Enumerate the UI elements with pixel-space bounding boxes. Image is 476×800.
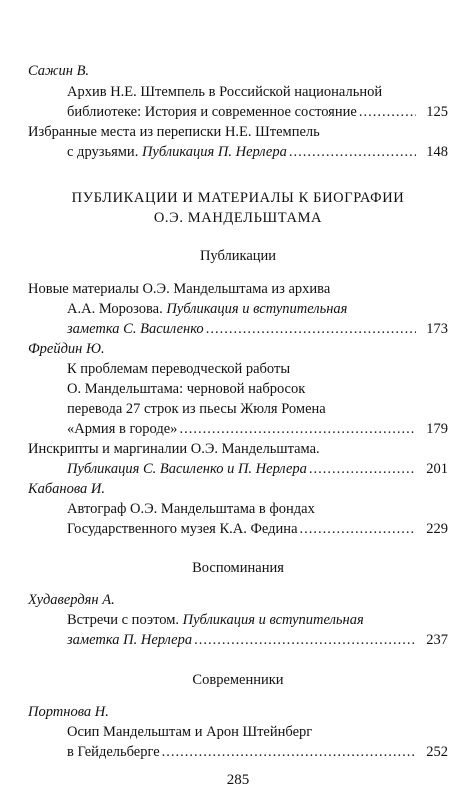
entry-title-line: Новые материалы О.Э. Мандельштама из архива — [28, 281, 331, 297]
author-name: Фрейдин Ю. — [28, 341, 105, 357]
page-number: 229 — [426, 521, 448, 537]
author-name: Кабанова И. — [28, 481, 106, 497]
dot-leader — [309, 461, 416, 478]
toc-entry-leader[interactable] — [67, 521, 448, 538]
page-number: 173 — [426, 321, 448, 337]
dot-leader — [289, 144, 416, 161]
toc-entry-leader[interactable] — [67, 744, 448, 761]
entry-title-line: Архив Н.Е. Штемпель в Российской национальной — [67, 84, 383, 100]
entry-title-line: Осип Мандельштам и Арон Штейнберг — [67, 724, 313, 740]
author-name: Портнова Н. — [28, 704, 109, 720]
publication-note: Публикация и вступительная — [182, 612, 364, 628]
publication-note: Публикация и вступительная — [166, 301, 348, 317]
entry-title-line — [67, 632, 192, 649]
entry-title-line: с друзьями. Публикация П. Нерлера — [67, 144, 287, 160]
entry-title-line: О. Мандельштама: черновой набросок — [67, 381, 306, 397]
toc-entry-leader[interactable] — [67, 321, 448, 338]
author-name: Худавердян А. — [28, 592, 115, 608]
entry-title-line: К проблемам переводческой работы — [67, 361, 291, 377]
page-folio: 285 — [226, 772, 250, 788]
section-title-line-2: О.Э. МАНДЕЛЬШТАМА — [153, 210, 323, 226]
publication-note: Публикация П. Нерлера — [141, 144, 287, 160]
entry-title-line: в Гейдельберге — [67, 744, 160, 760]
author-name: Сажин В. — [28, 63, 90, 79]
page-number: 148 — [426, 144, 448, 160]
subsection-heading-contemporaries: Современники — [192, 672, 284, 688]
toc-entry-leader[interactable] — [67, 421, 448, 438]
dot-leader — [206, 321, 416, 338]
entry-title-line: перевода 27 строк из пьесы Жюля Ромена — [67, 401, 326, 417]
toc-entry-leader[interactable] — [67, 461, 448, 478]
entry-title-line: Встречи с поэтом. Публикация и вступительная — [67, 612, 364, 628]
toc-entry-leader[interactable] — [67, 632, 448, 649]
dot-leader — [194, 632, 416, 649]
dot-leader — [300, 521, 417, 538]
page-number: 201 — [426, 461, 448, 477]
entry-title-line — [67, 461, 307, 478]
page-number: 125 — [426, 104, 448, 120]
entry-title-line: Избранные места из переписки Н.Е. Штемпель — [28, 124, 320, 140]
section-title-line-1: ПУБЛИКАЦИИ И МАТЕРИАЛЫ К БИОГРАФИИ — [71, 190, 405, 206]
entry-title-line: Инскрипты и маргиналии О.Э. Мандельштама. — [28, 441, 320, 457]
toc-entry-leader[interactable] — [67, 144, 448, 161]
subsection-heading-publications: Публикации — [199, 248, 277, 264]
page-number: 252 — [426, 744, 448, 760]
entry-title-line: Автограф О.Э. Мандельштама в фондах — [67, 501, 315, 517]
dot-leader — [162, 744, 416, 761]
entry-title-line: библиотеке: История и современное состояние — [67, 104, 357, 120]
page-number: 179 — [426, 421, 448, 437]
entry-title-line — [67, 321, 204, 338]
subsection-heading-memoirs: Воспоминания — [192, 560, 284, 576]
dot-leader — [359, 104, 416, 121]
toc-entry-leader[interactable] — [67, 104, 448, 121]
entry-title-line: А.А. Морозова. Публикация и вступительная — [67, 301, 348, 317]
entry-title-line: «Армия в городе» — [67, 421, 178, 437]
publication-note: заметка С. Василенко — [67, 321, 204, 337]
publication-note: Публикация С. Василенко и П. Нерлера — [67, 461, 307, 477]
dot-leader — [179, 421, 416, 438]
entry-title-line: Государственного музея К.А. Федина — [67, 521, 298, 537]
publication-note: заметка П. Нерлера — [67, 632, 193, 648]
page-number: 237 — [426, 632, 448, 648]
